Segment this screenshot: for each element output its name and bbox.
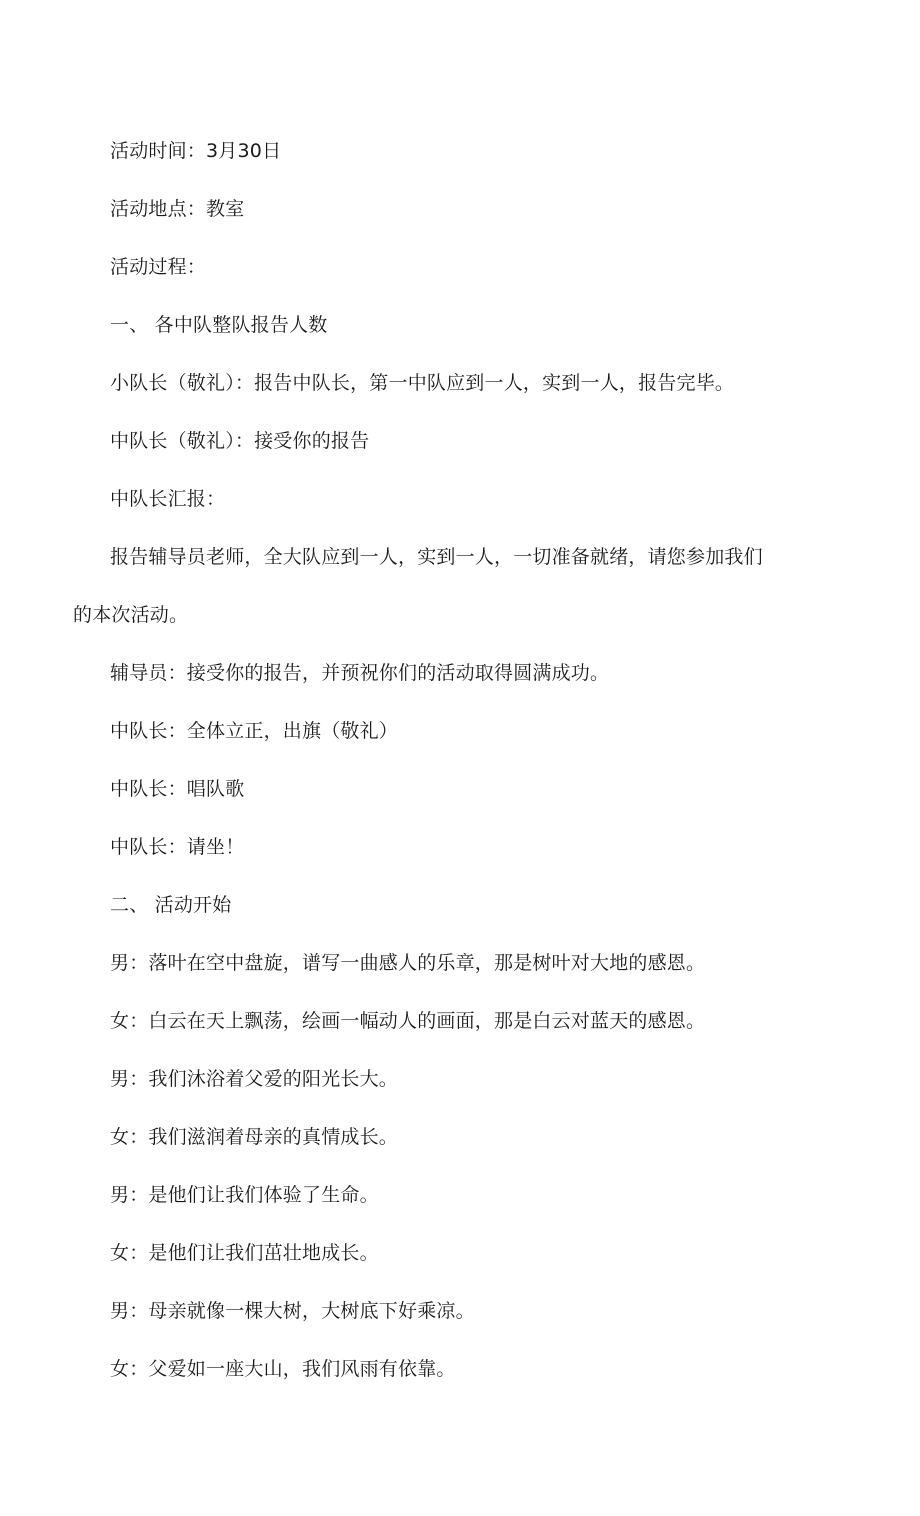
paragraph-line: 报告辅导员老师，全大队应到一人，实到一人，一切准备就绪，请您参加我们 — [110, 546, 763, 568]
paragraph-line-continuation: 的本次活动。 — [73, 604, 189, 626]
paragraph-line: 小队长（敬礼）：报告中队长，第一中队应到一人，实到一人，报告完毕。 — [110, 372, 735, 394]
dialogue-line: 女：我们滋润着母亲的真情成长。 — [110, 1126, 399, 1148]
dialogue-line: 女：是他们让我们茁壮地成长。 — [110, 1242, 379, 1264]
activity-time: 活动时间：3月30日 — [110, 140, 282, 162]
dialogue-line: 男：我们沐浴着父爱的阳光长大。 — [110, 1068, 399, 1090]
dialogue-line: 女：父爱如一座大山，我们风雨有依靠。 — [110, 1358, 456, 1380]
section-one-heading: 一、 各中队整队报告人数 — [110, 314, 328, 336]
activity-process-heading: 活动过程： — [110, 256, 207, 278]
activity-location: 活动地点：教室 — [110, 198, 245, 220]
dialogue-line: 男：是他们让我们体验了生命。 — [110, 1184, 379, 1206]
paragraph-line: 中队长：请坐！ — [110, 836, 245, 858]
paragraph-line: 中队长：全体立正，出旗（敬礼） — [110, 720, 399, 742]
section-two-heading: 二、 活动开始 — [110, 894, 232, 916]
dialogue-line: 女：白云在天上飘荡，绘画一幅动人的画面，那是白云对蓝天的感恩。 — [110, 1010, 706, 1032]
dialogue-line: 男：落叶在空中盘旋，谱写一曲感人的乐章，那是树叶对大地的感恩。 — [110, 952, 706, 974]
dialogue-line: 男：母亲就像一棵大树，大树底下好乘凉。 — [110, 1300, 475, 1322]
paragraph-line: 中队长汇报： — [110, 488, 226, 510]
paragraph-line: 中队长（敬礼）：接受你的报告 — [110, 430, 370, 452]
paragraph-line: 中队长：唱队歌 — [110, 778, 245, 800]
paragraph-line: 辅导员：接受你的报告，并预祝你们的活动取得圆满成功。 — [110, 662, 610, 684]
